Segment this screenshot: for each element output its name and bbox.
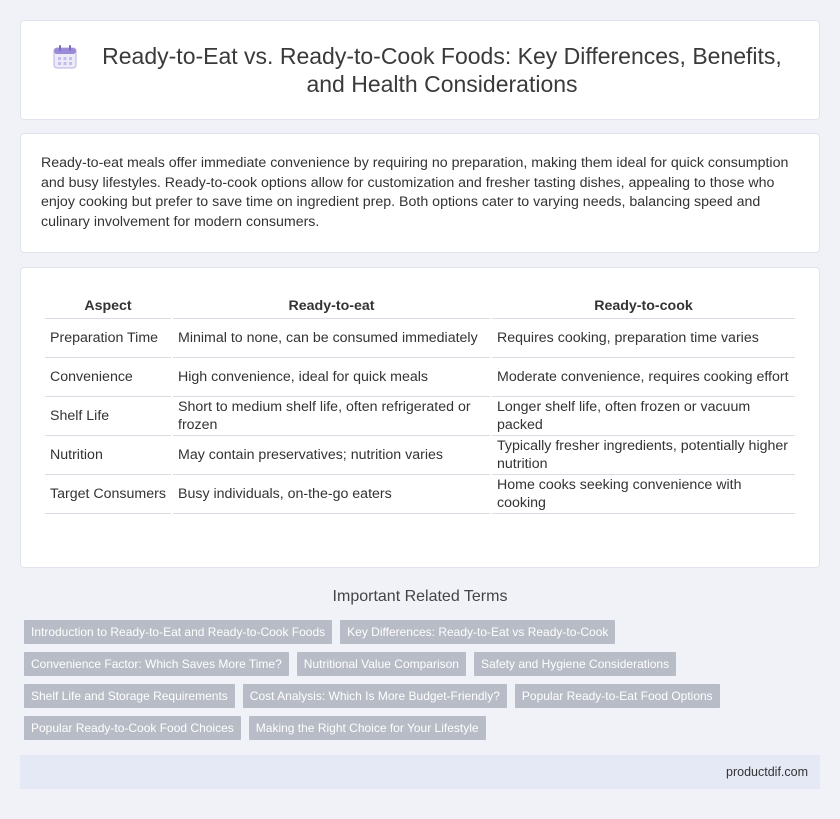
table-row bbox=[45, 358, 795, 397]
related-term-link[interactable]: Convenience Factor: Which Saves More Time? bbox=[24, 652, 289, 676]
footer bbox=[20, 755, 820, 789]
table-row bbox=[45, 436, 795, 475]
table-row bbox=[45, 319, 795, 358]
related-term-link[interactable]: Popular Ready-to-Eat Food Options bbox=[515, 684, 720, 708]
comparison-table bbox=[43, 292, 797, 514]
table-header-ready-to-cook: Ready-to-cook bbox=[492, 292, 795, 319]
table-row bbox=[45, 475, 795, 514]
related-term-link[interactable]: Making the Right Choice for Your Lifestyle bbox=[249, 716, 486, 740]
calendar-icon bbox=[51, 43, 79, 71]
table-cell: Typically fresher ingredients, potentially higher nutrition bbox=[492, 436, 795, 475]
comparison-table-card bbox=[20, 267, 820, 568]
table-header-ready-to-eat: Ready-to-eat bbox=[173, 292, 490, 319]
intro-paragraph: Ready-to-eat meals offer immediate convenience by requiring no preparation, making them ideal for quick consumption and busy lifestyles. Ready-to-cook options allow for customization and fresher tasting dishes, appealing to those who enjoy cooking but prefer to save time on ingredient prep. Both options cater to varying needs, balancing speed and culinary involvement for modern consumers. bbox=[41, 155, 789, 230]
table-cell: Busy individuals, on-the-go eaters bbox=[173, 475, 490, 514]
table-cell: High convenience, ideal for quick meals bbox=[173, 358, 490, 397]
related-term-link[interactable]: Popular Ready-to-Cook Food Choices bbox=[24, 716, 241, 740]
table-cell: May contain preservatives; nutrition varies bbox=[173, 436, 490, 475]
table-header-aspect: Aspect bbox=[45, 292, 171, 319]
related-term-link[interactable]: Cost Analysis: Which Is More Budget-Friendly? bbox=[243, 684, 507, 708]
intro-card bbox=[20, 133, 820, 253]
table-cell: Requires cooking, preparation time varies bbox=[492, 319, 795, 358]
footer-site-link[interactable]: productdif.com bbox=[726, 765, 808, 779]
table-cell: Home cooks seeking convenience with cooking bbox=[492, 475, 795, 514]
header-card bbox=[20, 20, 820, 120]
related-terms-list bbox=[24, 620, 744, 740]
table-cell: Nutrition bbox=[45, 436, 171, 475]
related-term-link[interactable]: Key Differences: Ready-to-Eat vs Ready-to-Cook bbox=[340, 620, 615, 644]
table-cell: Short to medium shelf life, often refrigerated or frozen bbox=[173, 397, 490, 436]
page-title: Ready-to-Eat vs. Ready-to-Cook Foods: Key Differences, Benefits, and Health Considerations bbox=[102, 43, 782, 97]
table-cell: Target Consumers bbox=[45, 475, 171, 514]
table-cell: Longer shelf life, often frozen or vacuum packed bbox=[492, 397, 795, 436]
table-cell: Minimal to none, can be consumed immediately bbox=[173, 319, 490, 358]
related-term-link[interactable]: Shelf Life and Storage Requirements bbox=[24, 684, 235, 708]
table-cell: Preparation Time bbox=[45, 319, 171, 358]
table-row bbox=[45, 397, 795, 436]
table-cell: Convenience bbox=[45, 358, 171, 397]
table-cell: Moderate convenience, requires cooking effort bbox=[492, 358, 795, 397]
related-term-link[interactable]: Nutritional Value Comparison bbox=[297, 652, 466, 676]
related-term-link[interactable]: Introduction to Ready-to-Eat and Ready-to-Cook Foods bbox=[24, 620, 332, 644]
related-term-link[interactable]: Safety and Hygiene Considerations bbox=[474, 652, 676, 676]
related-terms-title: Important Related Terms bbox=[332, 588, 508, 605]
table-cell: Shelf Life bbox=[45, 397, 171, 436]
